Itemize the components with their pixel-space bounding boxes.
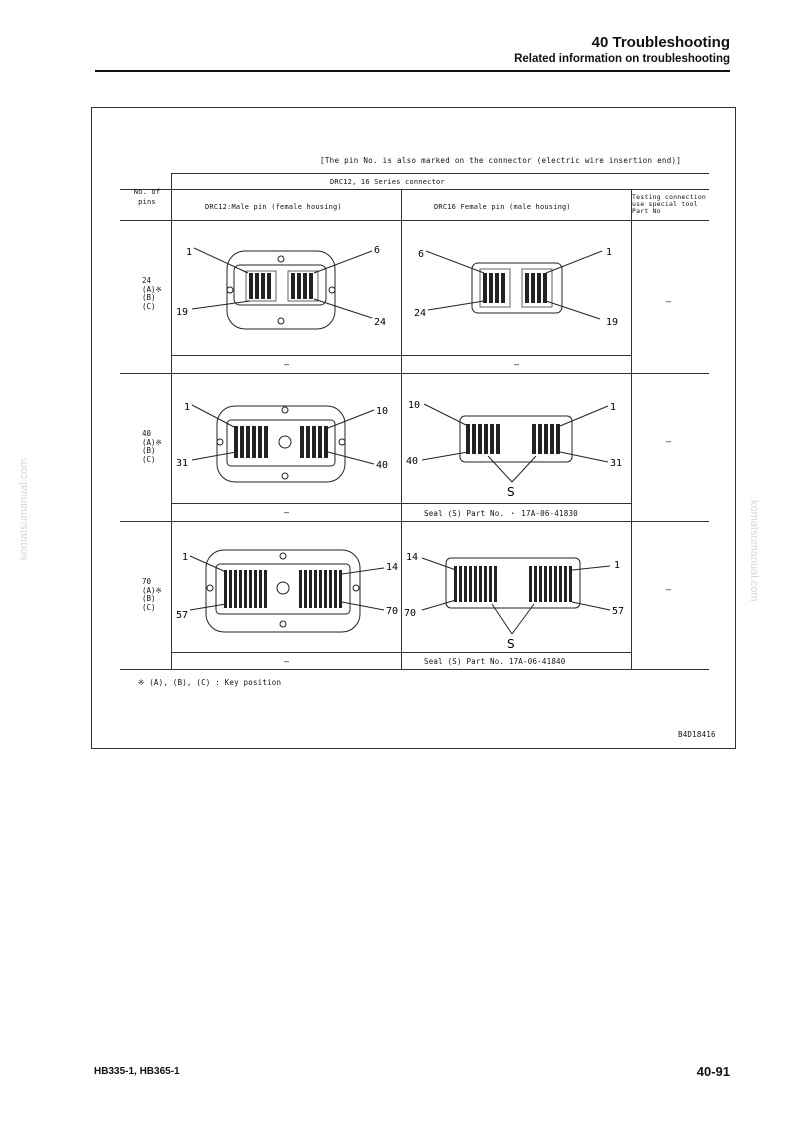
row-24-male-seal: – — [284, 359, 290, 369]
col-tool-header: Testing connection use special tool Part No — [632, 193, 707, 215]
row-40-pins: 40 (A)※ (B) (C) — [142, 429, 162, 464]
svg-text:10: 10 — [376, 406, 389, 417]
svg-text:1: 1 — [614, 560, 621, 571]
svg-text:31: 31 — [176, 458, 189, 469]
svg-text:19: 19 — [606, 317, 619, 328]
svg-text:70: 70 — [404, 608, 417, 619]
connector-70-female-drawing — [402, 522, 631, 652]
footer-page-number: 40-91 — [696, 1064, 730, 1079]
svg-text:10: 10 — [408, 400, 421, 411]
row-70-tool: – — [666, 584, 672, 594]
seal-letter: S — [507, 485, 515, 499]
col-female-header: DRC16 Female pin (male housing) — [434, 203, 571, 211]
row-24-tool: – — [666, 296, 672, 306]
label-6: 6 — [374, 245, 381, 256]
row-70-pins: 70 (A)※ (B) (C) — [142, 577, 162, 612]
header-rule — [95, 70, 730, 72]
row-70-male-seal: – — [284, 656, 290, 666]
col-male-header: DRC12:Male pin (female housing) — [205, 203, 342, 211]
row-24-female-seal: – — [514, 359, 520, 369]
row-70-female-seal: Seal (S) Part No. 17A-06-41840 — [424, 657, 566, 666]
svg-text:1: 1 — [610, 402, 617, 413]
header-title: 40 Troubleshooting — [591, 34, 730, 51]
connector-40-female-drawing — [402, 374, 631, 503]
connector-24-male-drawing — [172, 221, 401, 355]
watermark-left: komatsumanual.com — [18, 458, 30, 560]
connector-70-male-drawing — [172, 522, 401, 652]
label-24: 24 — [374, 317, 387, 328]
svg-text:1: 1 — [606, 247, 613, 258]
watermark-right: komatsumanual.com — [748, 500, 760, 602]
label-1: 1 — [186, 247, 193, 258]
row-40-male-seal: – — [284, 507, 290, 517]
row-24-pins: 24 (A)※ (B) (C) — [142, 276, 162, 311]
figure-code: B4D18416 — [678, 730, 716, 739]
svg-text:24: 24 — [414, 308, 427, 319]
svg-text:57: 57 — [612, 606, 625, 617]
svg-text:31: 31 — [610, 458, 623, 469]
key-note: ※ (A), (B), (C) : Key position — [138, 678, 282, 687]
figure-note: [The pin No. is also marked on the connector (electric wire insertion end)] — [320, 156, 682, 165]
svg-text:1: 1 — [184, 402, 191, 413]
svg-text:40: 40 — [376, 460, 389, 471]
svg-text:57: 57 — [176, 610, 189, 621]
header-subtitle: Related information on troubleshooting — [514, 53, 730, 65]
footer-model: HB335-1, HB365-1 — [94, 1066, 180, 1077]
col-pins-header: No. of pins — [133, 188, 161, 206]
series-header: DRC12, 16 Series connector — [330, 178, 445, 186]
svg-text:14: 14 — [386, 562, 399, 573]
seal-letter: S — [507, 637, 515, 651]
row-40-female-seal: Seal (S) Part No. ・ 17A-06-41830 — [424, 509, 578, 518]
svg-text:14: 14 — [406, 552, 419, 563]
svg-text:40: 40 — [406, 456, 419, 467]
connector-24-female-drawing — [402, 221, 631, 355]
svg-text:70: 70 — [386, 606, 399, 617]
row-40-tool: – — [666, 436, 672, 446]
connector-40-male-drawing — [172, 374, 401, 503]
label-19: 19 — [176, 307, 189, 318]
svg-text:1: 1 — [182, 552, 189, 563]
svg-text:6: 6 — [418, 249, 425, 260]
